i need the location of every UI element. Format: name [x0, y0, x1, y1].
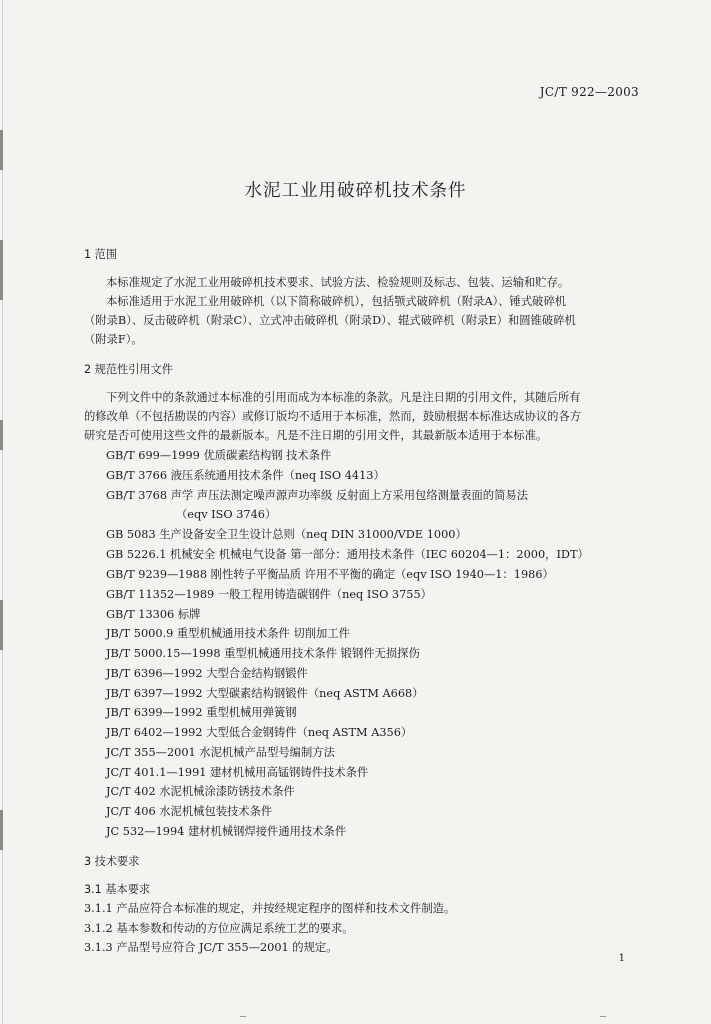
reference-item: JC/T 355—2001 水泥机械产品型号编制方法: [106, 746, 335, 759]
scan-mark: [600, 1016, 606, 1017]
section-heading: 2 规范性引用文件: [84, 363, 173, 376]
scan-mark: [0, 240, 3, 300]
scan-mark: [0, 130, 3, 170]
reference-item: GB/T 11352—1989 一般工程用铸造碳钢件（neq ISO 3755）: [106, 588, 432, 601]
clause-item: 3.1.2 基本参数和传动的方位应满足系统工艺的要求。: [84, 922, 354, 935]
reference-item: JB/T 5000.15—1998 重型机械通用技术条件 锻钢件无损探伤: [106, 647, 420, 660]
scan-mark: [240, 1016, 246, 1017]
page-number: 1: [618, 953, 625, 964]
paragraph-line: 本标准适用于水泥工业用破碎机（以下简称破碎机），包括颚式破碎机（附录A）、锤式破碎机: [106, 295, 567, 308]
paragraph-line: 的修改单（不包括勘误的内容）或修订版均不适用于本标准，然而，鼓励根据本标准达成协议的各方: [84, 410, 582, 423]
reference-item: GB/T 9239—1988 刚性转子平衡品质 许用不平衡的确定（eqv ISO 1940—1：1986）: [106, 568, 554, 581]
reference-item: JC/T 406 水泥机械包装技术条件: [106, 805, 273, 818]
section-heading: 1 范围: [84, 248, 118, 261]
paragraph-line: （附录B）、反击破碎机（附录C）、立式冲击破碎机（附录D）、辊式破碎机（附录E）和圆锥破碎机: [84, 314, 576, 327]
scan-mark: [0, 420, 3, 450]
subsection-heading: 3.1 基本要求: [84, 883, 151, 896]
section-heading: 3 技术要求: [84, 855, 140, 868]
scan-mark: [0, 810, 3, 850]
clause-item: 3.1.1 产品应符合本标准的规定，并按经规定程序的图样和技术文件制造。: [84, 902, 456, 915]
reference-item: GB 5226.1 机械安全 机械电气设备 第一部分：通用技术条件（IEC 60204—1：2000，IDT）: [106, 548, 589, 561]
reference-item: GB/T 13306 标牌: [106, 608, 201, 621]
reference-item: GB/T 699—1999 优质碳素结构钢 技术条件: [106, 449, 332, 462]
reference-item: JC/T 401.1—1991 建材机械用高锰钢铸件技术条件: [106, 766, 369, 779]
reference-item: JB/T 6399—1992 重型机械用弹簧钢: [106, 706, 297, 719]
standard-code: JC/T 922—2003: [539, 85, 639, 99]
clause-item: 3.1.3 产品型号应符合 JC/T 355—2001 的规定。: [84, 941, 338, 954]
paragraph-line: 本标准规定了水泥工业用破碎机技术要求、试验方法、检验规则及标志、包装、运输和贮存。: [106, 276, 570, 289]
paragraph-line: 下列文件中的条款通过本标准的引用而成为本标准的条款。凡是注日期的引用文件，其随后所有: [106, 391, 581, 404]
reference-item: JC 532—1994 建材机械钢焊接件通用技术条件: [106, 825, 347, 838]
paragraph-line: 研究是否可使用这些文件的最新版本。凡是不注日期的引用文件，其最新版本适用于本标准。: [84, 429, 548, 442]
reference-item: JC/T 402 水泥机械涂漆防锈技术条件: [106, 785, 295, 798]
reference-item: JB/T 5000.9 重型机械通用技术条件 切削加工件: [106, 627, 350, 640]
reference-item: GB 5083 生产设备安全卫生设计总则（neq DIN 31000/VDE 1000）: [106, 528, 467, 541]
reference-item: （eqv ISO 3746）: [176, 508, 277, 521]
reference-item: GB/T 3768 声学 声压法测定噪声源声功率级 反射面上方采用包络测量表面的简易法: [106, 489, 528, 502]
paragraph-line: （附录F）。: [84, 333, 143, 346]
reference-item: JB/T 6402—1992 大型低合金钢铸件（neq ASTM A356）: [106, 726, 413, 739]
reference-item: JB/T 6397—1992 大型碳素结构钢锻件（neq ASTM A668）: [106, 687, 424, 700]
reference-item: GB/T 3766 液压系统通用技术条件（neq ISO 4413）: [106, 469, 385, 482]
document-title: 水泥工业用破碎机技术条件: [244, 181, 467, 201]
scan-mark: [0, 600, 3, 650]
reference-item: JB/T 6396—1992 大型合金结构钢锻件: [106, 667, 308, 680]
